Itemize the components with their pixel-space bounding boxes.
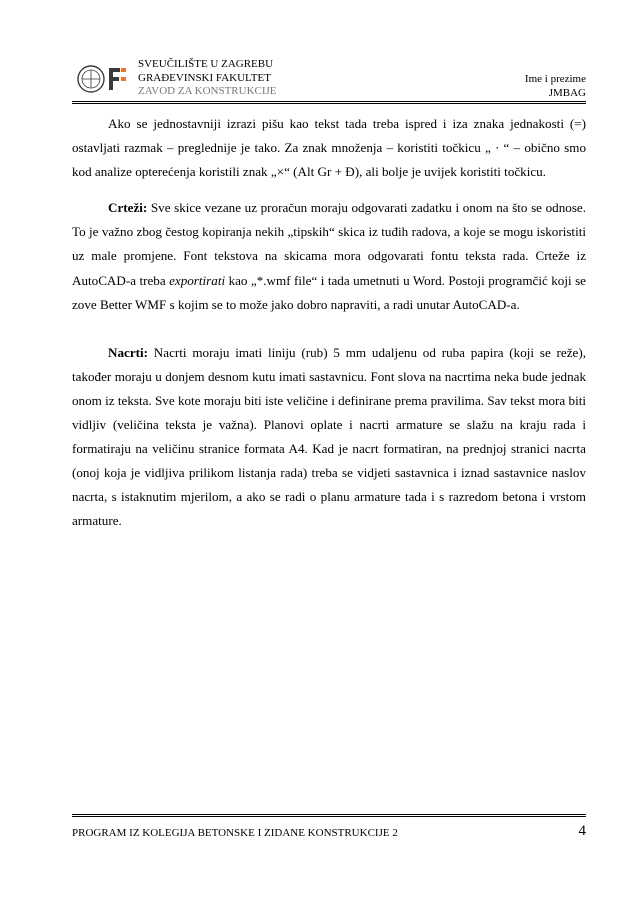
footer-rule (72, 814, 586, 815)
department-name: ZAVOD ZA KONSTRUKCIJE (138, 85, 277, 97)
faculty-name: GRAĐEVINSKI FAKULTET (138, 71, 271, 84)
drawings-label: Crteži: (108, 200, 148, 216)
university-name: SVEUČILIŠTE U ZAGREBU (138, 58, 274, 70)
page-header (72, 58, 586, 102)
body-text (72, 112, 586, 534)
author-name-label: Ime i prezime (524, 73, 586, 85)
paragraph-formulas (72, 112, 586, 184)
header-rule-second (72, 103, 586, 104)
drawings-text-a: Sve skice vezane uz proračun moraju odgovarati zadatku i onom na što se odnose. To je važno zbog čestog kopiranja nekih „tipskih“ skica iz tuđih radova, a koje se mogu iskoristiti uz male promjene. Font tekstova na skicama mora odgovarati fontu teksta rada. Crteže iz AutoCAD-a treba (72, 200, 586, 288)
course-title: PROGRAM IZ KOLEGIJA BETONSKE I ZIDANE KONSTRUKCIJE 2 (72, 827, 398, 839)
drawings-text-b: kao „*.wmf file“ i tada umetnuti u Word. Postoji programčić koji se zove Better WMF s kojim se to može jako dobro napraviti, a radi unutar AutoCAD-a. (72, 272, 586, 312)
university-logo (76, 62, 128, 96)
drawings-italic-term: exportirati (169, 272, 226, 288)
paragraph-plans (72, 341, 586, 534)
author-block (525, 73, 586, 100)
institution-block (138, 58, 277, 99)
paragraph-drawings (72, 196, 586, 316)
student-id-label: JMBAG (548, 86, 586, 99)
footer-rule-second (72, 816, 586, 817)
paragraph-formulas-text: Ako se jednostavniji izrazi pišu kao tekst tada treba ispred i iza znaka jednakosti (=) ostavljati razmak – preglednije je tako. Za znak množenja – koristiti točkicu „ · “ – obično smo kod analize opterećenja koristili znak „×“ (Alt Gr + Đ), ali bolje je uvijek koristiti točkicu. (72, 116, 586, 180)
plans-text: Nacrti moraju imati liniju (rub) 5 mm udaljenu od ruba papira (koji se reže), također moraju u donjem desnom kutu imati sastavnicu. Font slova na nacrtima neka bude jednak onom iz teksta. Sve kote moraju biti iste veličine i definirane prema pravilima. Sav tekst mora biti vidljiv (veličina teksta je važna). Planovi oplate i nacrti armature se slažu na kraju rada i formatiraju na veličinu stranice formata A4. Kad je nacrt formatiran, na prednjoj stranici nacrta (onoj koja je vidljiva prilikom listanja rada) treba se vidjeti sastavnica i iznad sastavnice naslov nacrta, s istaknutim mjerilom, a ako se radi o planu armature tada i s razredom betona i vrstom armature. (72, 344, 586, 529)
page-number: 4 (578, 823, 586, 839)
page-footer (72, 823, 586, 843)
plans-label: Nacrti: (108, 344, 148, 360)
header-rule (72, 101, 586, 102)
